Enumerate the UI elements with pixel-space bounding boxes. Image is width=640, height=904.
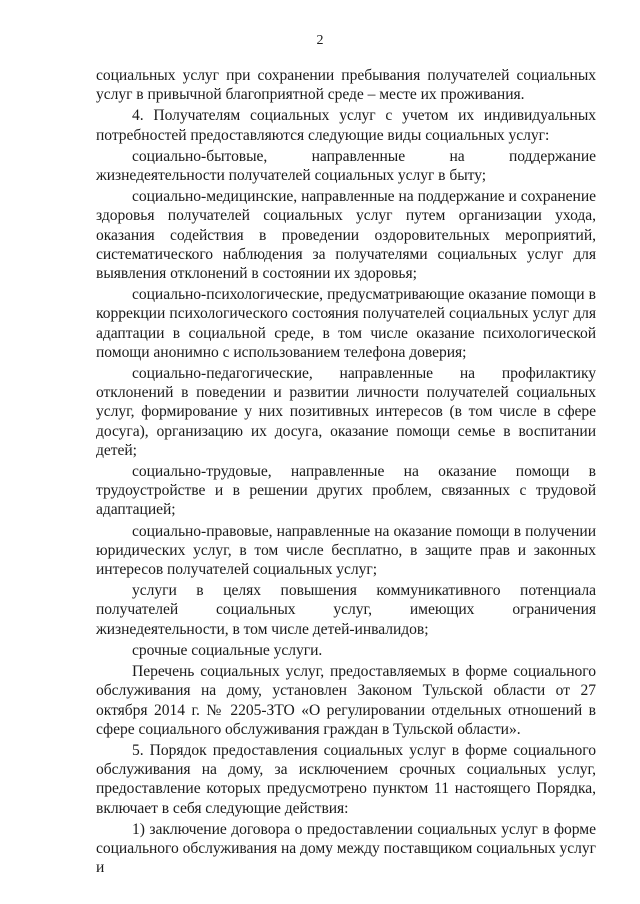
document-body [96,66,596,879]
paragraph-social-labor: социально-трудовые, направленные на оказание помощи в трудоустройстве и в решении других проблем, связанных с трудовой адаптацией; [96,463,596,519]
paragraph-urgent-services: срочные социальные услуги. [132,641,323,659]
paragraph-social-domestic: социально-бытовые, направленные на поддержание жизнедеятельности получателей социальных услуг в быту; [96,147,596,185]
paragraph-services-list: Перечень социальных услуг, предоставляемых в форме социального обслуживания на дому, установлен Законом Тульской области от 27 октября 2014 г. № 2205-ЗТО «О регулировании отдельных отношений в сфере социального обслуживания граждан в Тульской области». [96,663,596,738]
page-number: 2 [316,33,324,48]
paragraph-continuation: социальных услуг при сохранении пребывания получателей социальных услуг в привычной благоприятной среде – месте их проживания. [96,67,596,104]
paragraph-social-pedagogical: социально-педагогические, направленные на профилактику отклонений в поведении и развитии личности получателей социальных услуг, формирование у них позитивных интересов (в том числе в сфере досуга), организацию их досуга, оказание помощи семье в воспитании детей; [96,365,596,459]
paragraph-item-4: 4. Получателям социальных услуг с учетом их индивидуальных потребностей предоставляются следующие виды социальных услуг: [96,107,596,144]
paragraph-social-legal: социально-правовые, направленные на оказание помощи в получении юридических услуг, в том числе бесплатно, в защите прав и законных интересов получателей социальных услуг; [96,522,596,579]
paragraph-subitem-1: 1) заключение договора о предоставлении социальных услуг в форме социального обслуживания на дому между поставщиком социальных услуг и [96,820,596,877]
paragraph-social-medical: социально-медицинские, направленные на поддержание и сохранение здоровья получателей социальных услуг путем организации ухода, оказания содействия в проведении оздоровительных мероприятий, систематического наблюдения за получателями социальных услуг для выявления отклонений в состоянии их здоровья; [96,188,596,283]
paragraph-social-psychological: социально-психологические, предусматривающие оказание помощи в коррекции психологического состояния получателей социальных услуг для адаптации в социальной среде, в том числе оказание психологической помощи анонимно с использованием телефона доверия; [96,286,596,361]
paragraph-communication-services: услуги в целях повышения коммуникативного потенциала получателей социальных услуг, имеющих ограничения жизнедеятельности, в том числе детей-инвалидов; [96,582,596,638]
paragraph-item-5: 5. Порядок предоставления социальных услуг в форме социального обслуживания на дому, за исключением срочных социальных услуг, предоставление которых предусмотрено пунктом 11 настоящего Порядка, включает в себя следующие действия: [96,741,596,817]
